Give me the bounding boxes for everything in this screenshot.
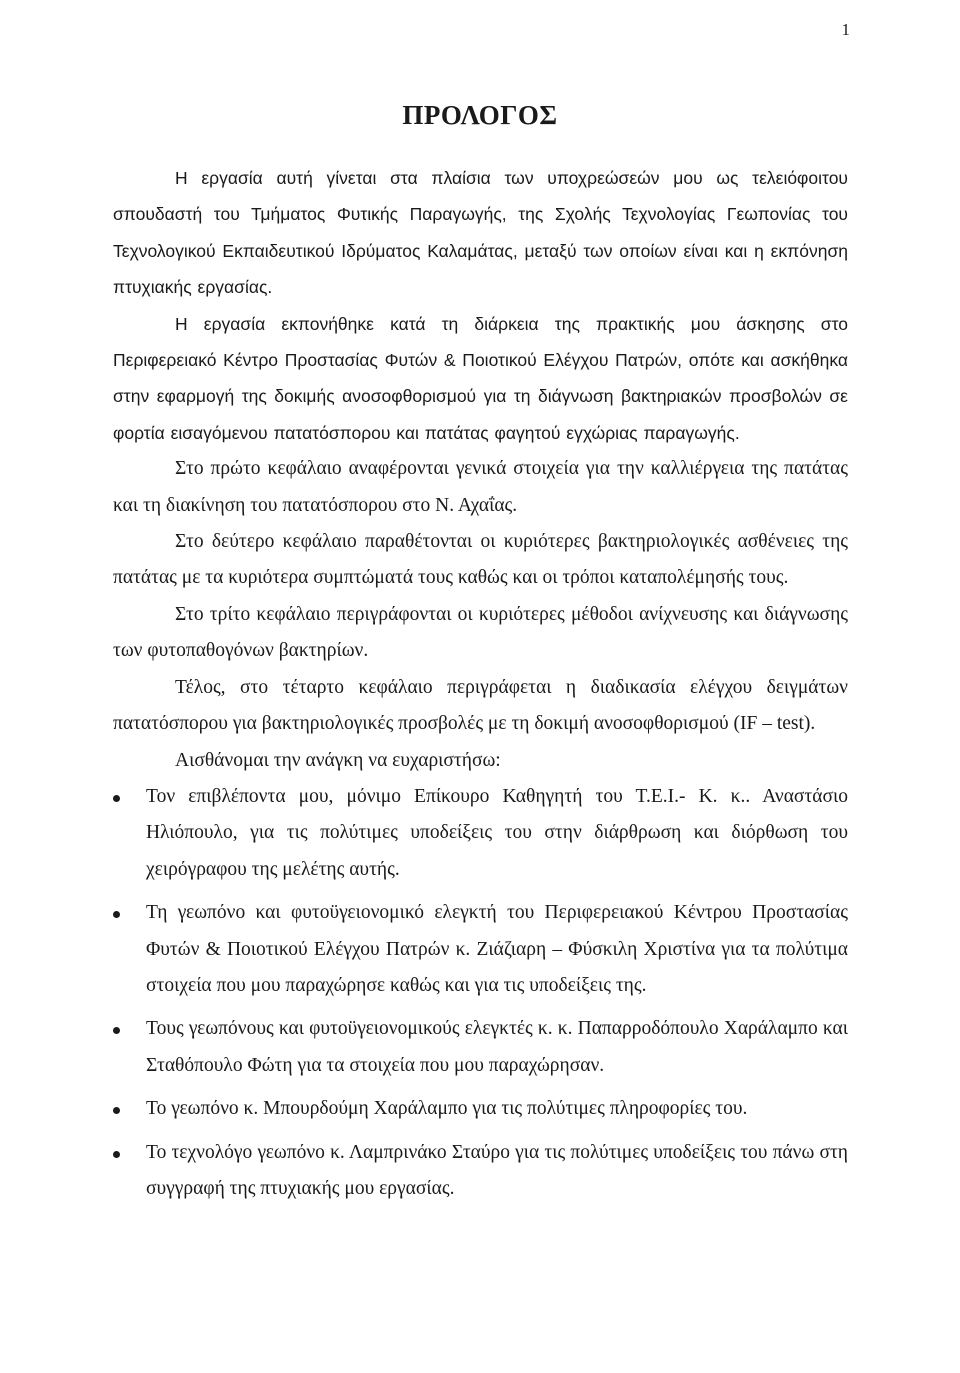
chapter-one-paragraph: Στο πρώτο κεφάλαιο αναφέρονται γενικά στοιχεία για την καλλιέργεια της πατάτας και τη διακίνηση του πατατόσπορου στο Ν. Αχαΐας. <box>113 458 848 516</box>
acknowledgements-list <box>113 779 848 1207</box>
chapter-two-paragraph: Στο δεύτερο κεφάλαιο παραθέτονται οι κυριότερες βακτηριολογικές ασθένειες της πατάτας με τα κυριότερα συμπτώματά τους καθώς και οι τρόποι καταπολέμησής τους. <box>113 531 848 589</box>
bullet-icon <box>113 795 120 802</box>
bullet-icon <box>113 1151 120 1158</box>
page-title: ΠΡΟΛΟΓΟΣ <box>402 100 558 131</box>
list-item <box>113 1091 848 1127</box>
bullet-icon <box>113 911 120 918</box>
page-number: 1 <box>841 20 850 39</box>
list-item-text: Τον επιβλέποντα μου, μόνιμο Επίκουρο Καθηγητή του Τ.Ε.Ι.- Κ. κ.. Αναστάσιο Ηλιόπουλο, για τις πολύτιμες υποδείξεις του στην διάρθρωση και διόρθωση του χειρόγραφου της μελέτης αυτής. <box>146 785 848 880</box>
bullet-icon <box>113 1027 120 1034</box>
list-item <box>113 779 848 888</box>
list-item <box>113 1135 848 1208</box>
acknowledgements-intro: Αισθάνομαι την ανάγκη να ευχαριστήσω: <box>175 749 501 771</box>
chapter-four-paragraph: Τέλος, στο τέταρτο κεφάλαιο περιγράφεται η διαδικασία ελέγχου δειγμάτων πατατόσπορου για βακτηριολογικές προσβολές με τη δοκιμή ανοσοφθορισμού (IF – test). <box>113 676 848 735</box>
list-item-text: Τη γεωπόνο και φυτοϋγειονομικό ελεγκτή του Περιφερειακού Κέντρου Προστασίας Φυτών & Ποιοτικού Ελέγχου Πατρών κ. Ζιάζιαρη – Φύσκιλη Χριστίνα για τα πολύτιμα στοιχεία που μου παραχώρησε καθώς και για τις υποδείξεις της. <box>146 902 848 996</box>
internship-paragraph: Η εργασία εκπονήθηκε κατά τη διάρκεια της πρακτικής μου άσκησης στο Περιφερειακό Κέντρο Προστασίας Φυτών & Ποιοτικού Ελέγχου Πατρών, οπότε και ασκήθηκα στην εφαρμογή της δοκιμής ανοσοφθορισμού για τη διάγνωση βακτηριακών προσβολών σε φορτία εισαγόμενου πατατόσπορου και πατάτας φαγητού εγχώριας παραγωγής. <box>113 313 848 443</box>
document-body <box>113 160 848 1214</box>
chapter-three-paragraph: Στο τρίτο κεφάλαιο περιγράφονται οι κυριότερες μέθοδοι ανίχνευσης και διάγνωσης των φυτοπαθογόνων βακτηρίων. <box>113 603 848 662</box>
list-item-text: Τους γεωπόνους και φυτοϋγειονομικούς ελεγκτές κ. κ. Παπαρροδόπουλο Χαράλαμπο και Σταθόπουλο Φώτη για τα στοιχεία που μου παραχώρησαν. <box>146 1018 848 1076</box>
intro-paragraph: Η εργασία αυτή γίνεται στα πλαίσια των υποχρεώσεών μου ως τελειόφοιτου σπουδαστή του Τμήματος Φυτικής Παραγωγής, της Σχολής Τεχνολογίας Γεωπονίας του Τεχνολογικού Εκπαιδευτικού Ιδρύματος Καλαμάτας, μεταξύ των οποίων είναι και η εκπόνηση πτυχιακής εργασίας. <box>113 168 848 298</box>
list-item-text: Το γεωπόνο κ. Μπουρδούμη Χαράλαμπο για τις πολύτιμες πληροφορίες του. <box>146 1098 748 1120</box>
list-item-text: Το τεχνολόγο γεωπόνο κ. Λαμπρινάκο Σταύρο για τις πολύτιμες υποδείξεις του πάνω στη συγγραφή της πτυχιακής μου εργασίας. <box>146 1141 848 1199</box>
bullet-icon <box>113 1107 120 1114</box>
list-item <box>113 1011 848 1084</box>
list-item <box>113 895 848 1004</box>
